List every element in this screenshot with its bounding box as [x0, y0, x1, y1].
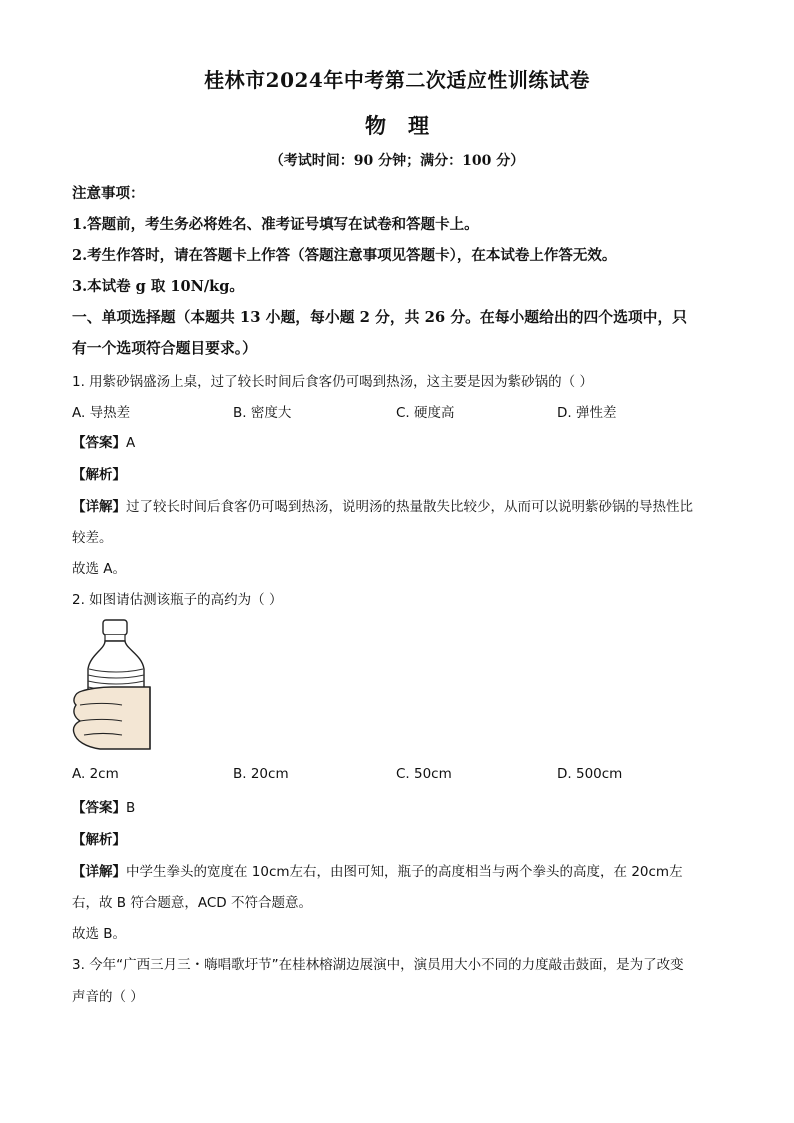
page-title: 桂林市2024年中考第二次适应性训练试卷: [204, 68, 590, 92]
section-heading-line-2: 有一个选项符合题目要求。）: [72, 340, 257, 357]
subject-title: [0, 110, 794, 140]
notices-heading: 注意事项：: [72, 185, 145, 202]
bottle-cap: [103, 620, 127, 635]
section-heading-line-1: 一、单项选择题（本题共 13 小题，每小题 2 分，共 26 分。在每小题给出的四个选项中，只: [72, 309, 688, 326]
q1-conclusion: 故选 A。: [72, 561, 127, 577]
q2-analysis: [72, 828, 126, 848]
q2-detail-line-1: [72, 860, 683, 880]
q2-stem: 2. 如图请估测该瓶子的高约为（ ）: [72, 592, 283, 608]
q2-answer-tag: 【答案】: [72, 800, 126, 816]
q3-stem-line-1: 3. 今年“广西三月三・嗨唱歌圩节”在桂林榕湖边展演中，演员用大小不同的力度敲击鼓面，是为了改变: [72, 957, 684, 973]
q2-analysis-tag: 【解析】: [72, 832, 126, 848]
q1-option-d: D. 弹性差: [557, 405, 617, 421]
q1-option-a: A. 导热差: [72, 405, 131, 421]
subject-char-2: 理: [408, 113, 429, 138]
q2-option-b: B. 20cm: [233, 766, 289, 782]
q1-stem: 1. 用紫砂锅盛汤上桌，过了较长时间后食客仍可喝到热汤，这主要是因为紫砂锅的（ ）: [72, 374, 593, 390]
q2-option-c: C. 50cm: [396, 766, 452, 782]
q1-answer-tag: 【答案】: [72, 435, 126, 451]
q2-answer-value: B: [126, 800, 136, 816]
notice-item-1: 1.答题前，考生务必将姓名、准考证号填写在试卷和答题卡上。: [72, 216, 479, 233]
q1-option-c: C. 硬度高: [396, 405, 455, 421]
q1-option-b: B. 密度大: [233, 405, 292, 421]
q1-detail-line-2: 较差。: [72, 530, 113, 546]
q1-analysis-tag: 【解析】: [72, 467, 126, 483]
q2-conclusion: 故选 B。: [72, 926, 127, 942]
water-bottle-in-hand-icon: [70, 617, 154, 751]
notice-item-2: 2.考生作答时，请在答题卡上作答（答题注意事项见答题卡），在本试卷上作答无效。: [72, 247, 617, 264]
q2-detail-tag: 【详解】: [72, 864, 126, 880]
q1-detail-text-1: 过了较长时间后食客仍可喝到热汤，说明汤的热量散失比较少，从而可以说明紫砂锅的导热性比: [126, 499, 693, 515]
q2-option-a: A. 2cm: [72, 766, 119, 782]
exam-info: （考试时间：90 分钟；满分：100 分）: [269, 153, 525, 169]
q1-detail-tag: 【详解】: [72, 499, 126, 515]
notice-item-3: 3.本试卷 g 取 10N/kg。: [72, 278, 244, 295]
q1-answer-value: A: [126, 435, 136, 451]
q2-option-d: D. 500cm: [557, 766, 623, 782]
q1-answer: [72, 431, 135, 451]
q1-analysis: [72, 463, 126, 483]
q2-detail-text-1: 中学生拳头的宽度在 10cm左右，由图可知，瓶子的高度相当与两个拳头的高度，在 20cm左: [126, 864, 683, 880]
q3-stem-line-2: 声音的（ ）: [72, 989, 144, 1005]
hand-shape: [73, 687, 150, 749]
q2-detail-line-2: 右，故 B 符合题意，ACD 不符合题意。: [72, 895, 312, 911]
q2-answer: [72, 796, 135, 816]
q1-detail-line-1: [72, 495, 693, 515]
subject-char-1: 物: [365, 113, 386, 138]
